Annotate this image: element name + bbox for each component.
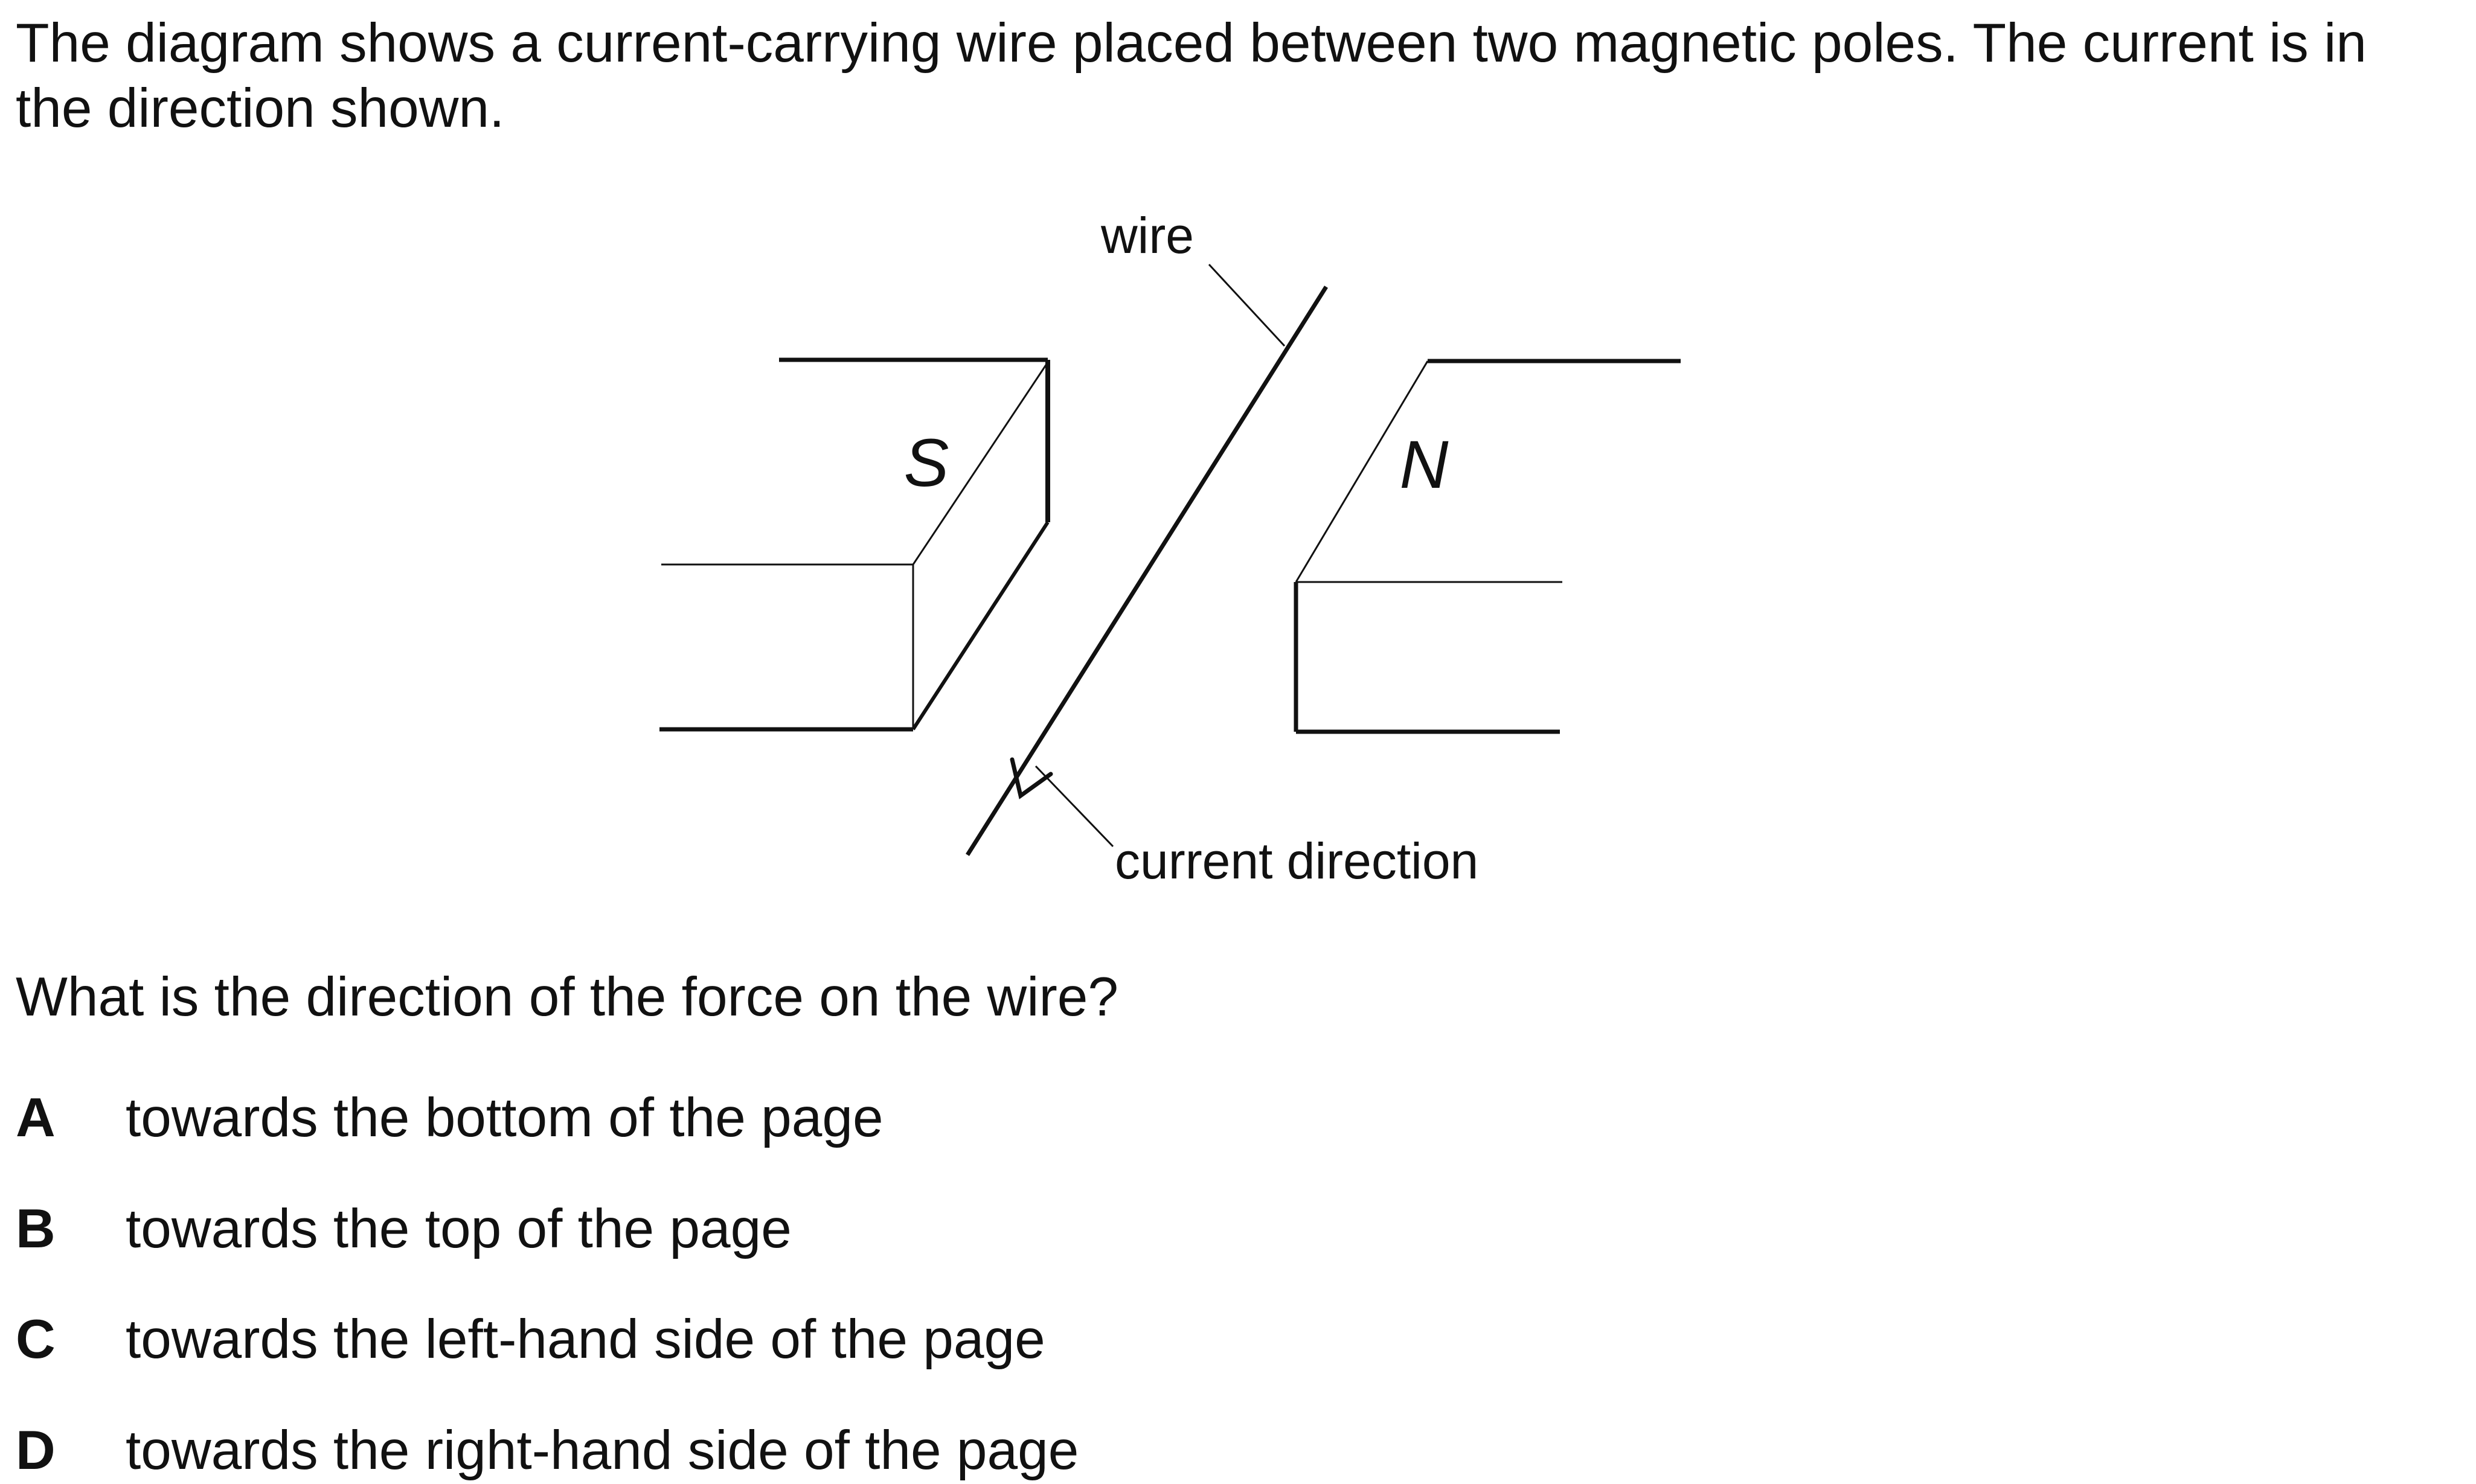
north-pole-label: N (1399, 427, 1449, 502)
south-pole-label: S (903, 425, 949, 501)
question-intro: The diagram shows a current-carrying wire placed between two magnetic poles. The current is in the direction shown. (16, 13, 2367, 139)
option-c[interactable] (16, 1306, 1045, 1373)
option-text: towards the left-hand side of the page (126, 1309, 1045, 1370)
question-text: What is the direction of the force on the wire? (16, 967, 1118, 1028)
current-label-leader (1036, 766, 1113, 846)
current-direction-label: current direction (1115, 833, 1479, 889)
option-a[interactable] (16, 1085, 884, 1151)
current-arrow-icon (1012, 760, 1051, 796)
wire-label-leader (1209, 264, 1285, 346)
wire-label: wire (1101, 207, 1195, 264)
option-text: towards the right-hand side of the page (126, 1420, 1079, 1481)
option-letter: B (16, 1198, 56, 1259)
option-text: towards the bottom of the page (126, 1087, 884, 1148)
option-d[interactable] (16, 1418, 1079, 1484)
wire (967, 287, 1326, 855)
option-letter: C (16, 1309, 56, 1370)
option-letter: D (16, 1420, 56, 1481)
option-letter: A (16, 1087, 56, 1148)
south-pole-magnet (659, 360, 1048, 729)
north-pole-magnet (1296, 361, 1681, 732)
option-text: towards the top of the page (126, 1198, 792, 1259)
option-b[interactable] (16, 1196, 792, 1262)
